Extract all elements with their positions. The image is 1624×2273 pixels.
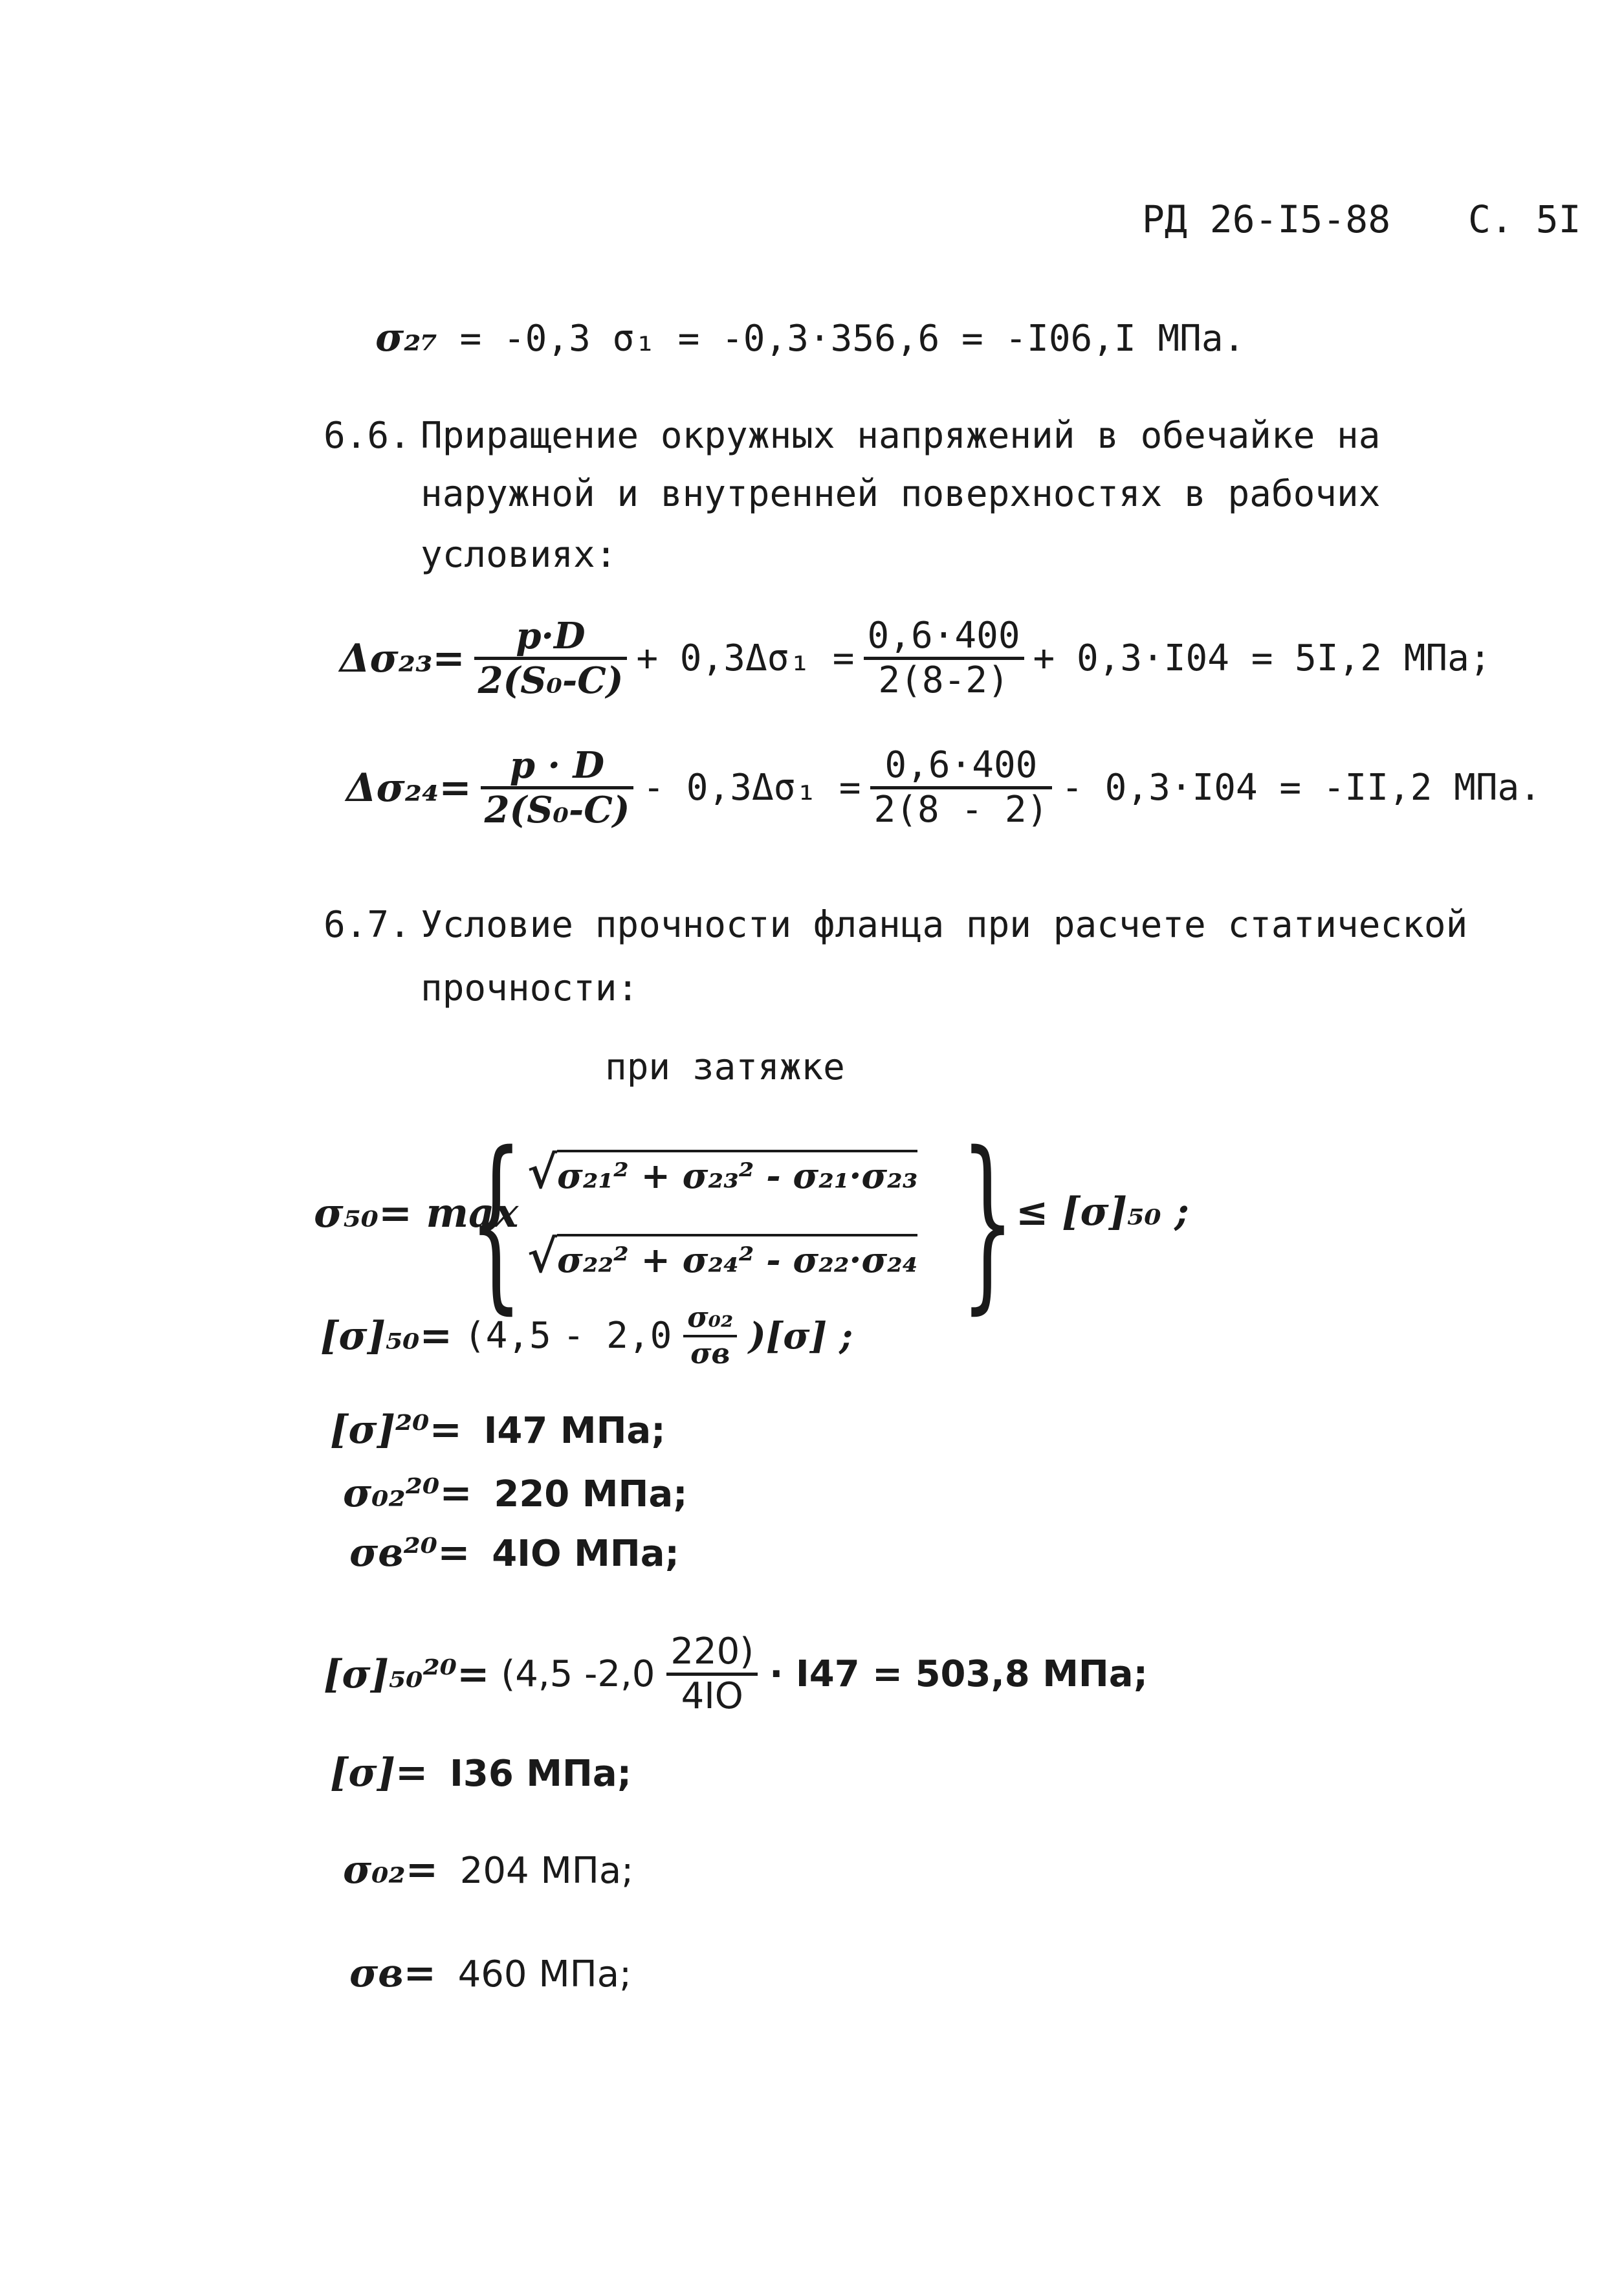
value-label: [σ]²⁰= [330, 1407, 462, 1453]
formula-delta-sigma-24 [346, 744, 1541, 831]
value-row [330, 1750, 632, 1795]
formula-lhs: [σ]₅₀²⁰= [324, 1651, 490, 1697]
value-text: 204 МПа; [459, 1850, 634, 1892]
value-label: σв²⁰= [349, 1530, 470, 1576]
fraction-pd: $\frac{p\cdot D}{\text{2(S₀-C)}}$ [474, 618, 628, 699]
fraction-pd: $\frac{p \cdot D}{\text{2(S₀-C)}}$ [481, 747, 634, 828]
formula-allowable-stress [320, 1301, 853, 1370]
formula-rhs: ≤ [σ]₅₀ ; [1016, 1189, 1189, 1235]
formula-lhs: Δσ₂₄= [346, 765, 472, 811]
formula-result: · І47 = 503,8 МПа; [769, 1653, 1148, 1695]
value-label: σв= [349, 1951, 436, 1996]
value-row [343, 1471, 688, 1516]
value-text: І36 МПа; [450, 1753, 632, 1795]
value-text: І47 МПа; [483, 1410, 666, 1452]
fraction-numeric: $\frac{0,6\cdot 400}{2(8-2)}$ [864, 618, 1024, 699]
fraction-220-410: $\frac{220)}{4ІО}$ [666, 1634, 758, 1715]
formula-term: (4,5 [463, 1315, 551, 1357]
value-row [349, 1530, 679, 1576]
formula-result: + 0,3·І04 = 5І,2 МПа; [1033, 637, 1491, 679]
fraction-yield-ratio: $\frac{\text{σ₀₂}}{\sigma в}$ [683, 1304, 737, 1368]
formula-term: )[σ] ; [749, 1315, 853, 1357]
fraction-numeric: $\frac{0,6\cdot 400}{2(8 - 2)}$ [870, 747, 1053, 828]
page-header [1142, 197, 1581, 241]
case-label-tightening: при затяжке [605, 1046, 845, 1088]
formula-mid: - 0,3Δσ₁ = [642, 766, 861, 809]
formula-term: - 2,0 [562, 1315, 672, 1357]
formula-allowable-stress-20 [324, 1631, 1148, 1717]
section-6-6-line2: наружной и внутренней поверхностях в рабочих [421, 473, 1381, 515]
formula-rhs: = -0,3 σ₁ = -0,3·356,6 = -І06,І МПа. [459, 318, 1245, 360]
value-text: 220 МПа; [494, 1473, 688, 1515]
value-row [349, 1951, 631, 1996]
formula-lhs: [σ]₅₀= [320, 1313, 452, 1359]
value-text: 4ІО МПа; [492, 1533, 679, 1575]
right-brace: } [961, 1113, 1015, 1331]
left-brace: { [469, 1113, 523, 1331]
value-row [330, 1407, 666, 1453]
formula-mid: + 0,3Δσ₁ = [636, 637, 855, 679]
formula-lhs: Δσ₂₃= [340, 635, 465, 681]
sqrt-row-2: √σ₂₂² + σ₂₄² - σ₂₂·σ₂₄ [527, 1229, 918, 1283]
value-row [343, 1847, 634, 1893]
value-label: σ₀₂= [343, 1847, 439, 1893]
section-6-6-number: 6.6. [324, 415, 411, 457]
section-6-6-line1: Приращение окружных напряжений в обечайке на [421, 415, 1381, 457]
section-6-7-line2: прочности: [421, 967, 639, 1009]
formula-sigma-27 [375, 315, 1245, 360]
formula-sigma-50-max [314, 1113, 1189, 1331]
value-label: [σ]= [330, 1750, 428, 1795]
doc-code: РД 26-І5-88 [1142, 197, 1391, 241]
formula-lhs: σ₂₇ [375, 315, 438, 360]
formula-term: (4,5 -2,0 [501, 1653, 655, 1695]
formula-delta-sigma-23 [340, 615, 1491, 702]
sqrt-row-1: √σ₂₁² + σ₂₃² - σ₂₁·σ₂₃ [527, 1145, 918, 1199]
section-6-7-number: 6.7. [324, 904, 411, 946]
page-number: С. 5І [1467, 197, 1581, 241]
section-6-6-line3: условиях: [421, 534, 617, 576]
formula-lhs: σ₅₀= max [314, 1189, 519, 1236]
formula-result: - 0,3·І04 = -ІІ,2 МПа. [1061, 766, 1541, 809]
value-label: σ₀₂²⁰= [343, 1471, 472, 1516]
value-text: 460 МПа; [457, 1953, 631, 1995]
section-6-7-line1: Условие прочности фланца при расчете статической [421, 904, 1468, 946]
